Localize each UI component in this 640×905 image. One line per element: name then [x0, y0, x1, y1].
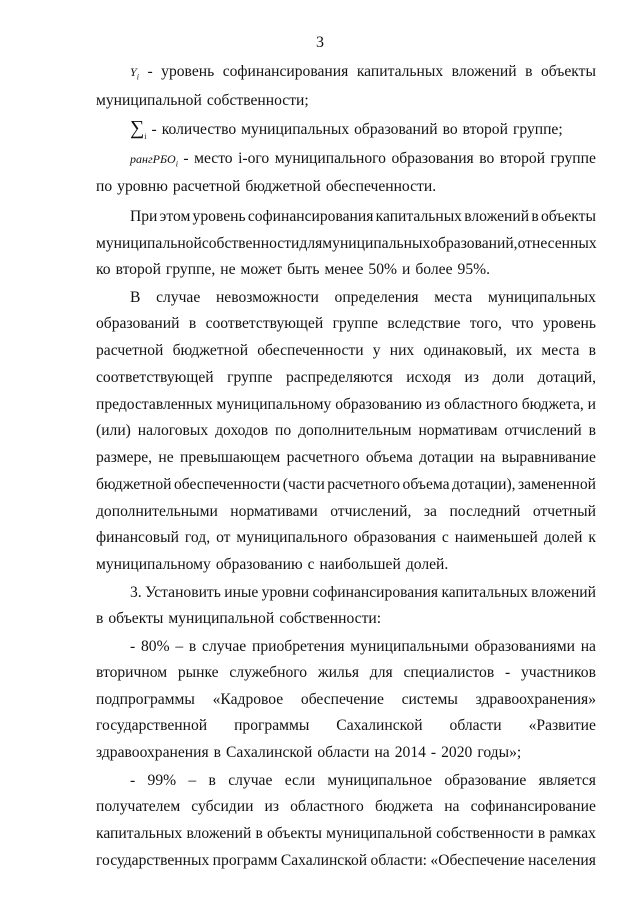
text-line: подпрограммы «Кадровое обеспечение системы здравоохранения» [96, 691, 596, 708]
definition-line: $Y_i$ - уровень софинансирования капитальных вложений в объекты [130, 63, 596, 86]
text-line: государственной программы Сахалинской области «Развитие [96, 717, 596, 734]
text-line: дополнительными нормативами отчислений, за последний отчетный [96, 503, 596, 520]
text-line: муниципальному образованию с наибольшей долей. [96, 556, 449, 573]
text-line: расчетной бюджетной обеспеченности у них одинаковый, их места в [96, 342, 596, 359]
text-line: финансовый год, от муниципального образования с наименьшей долей к [96, 529, 596, 546]
text-line: капитальных вложений в объекты муниципальной собственности в рамках [96, 825, 596, 842]
text-line: размере, не превышающем расчетного объема дотации на выравнивание [96, 449, 596, 466]
text-line: образований в соответствующей группе вследствие того, что уровень [96, 315, 596, 332]
text-line: здравоохранения в Сахалинской области на 2014 - 2020 годы»; [96, 744, 522, 761]
text-line: ко второй группе, не может быть менее 50% и более 95%. [96, 261, 491, 278]
text-line: бюджетной обеспеченности (части расчетного объема дотации), замененной [96, 476, 596, 493]
text-line: в объекты муниципальной собственности: [96, 610, 382, 627]
text-line: государственных программ Сахалинской области: «Обеспечение населения [96, 852, 596, 869]
text-line: - 99% – в случае если муниципальное образование является [130, 772, 596, 789]
formula-symbol: рангРБО$_i$ [130, 152, 178, 169]
text-line: - 80% – в случае приобретения муниципальными образованиями на [130, 638, 596, 655]
text-line: муниципальной собственности для муниципальных образований, отнесенных [96, 235, 597, 252]
definition-line: $\sum_i$ - количество муниципальных образований во второй группе; [130, 121, 596, 144]
text-line: В случае невозможности определения места муниципальных [130, 289, 596, 306]
text-line: вторичном рынке служебного жилья для специалистов - участников [96, 664, 596, 681]
formula-symbol: $\sum_i$ [130, 117, 147, 141]
formula-symbol: $Y_i$ [130, 65, 139, 82]
text-line: При этом уровень софинансирования капитальных вложений в объекты [130, 208, 596, 225]
text-line: предоставленных муниципальному образованию из областного бюджета, и [96, 396, 596, 413]
text-line: получателем субсидии из областного бюджета на софинансирование [96, 798, 596, 815]
text-line: 3. Установить иные уровни софинансирования капитальных вложений [130, 584, 596, 601]
text-line: соответствующей группе распределяются исходя из доли дотаций, [96, 369, 596, 386]
page-number: 3 [316, 34, 324, 51]
definition-continuation: по уровню расчетной бюджетной обеспеченности. [96, 178, 437, 195]
text-line: (или) налоговых доходов по дополнительным нормативам отчислений в [96, 422, 596, 439]
definition-line: рангРБО$_i$ - место i-ого муниципального образования во второй группе [130, 150, 596, 173]
definition-continuation: муниципальной собственности; [96, 92, 309, 109]
